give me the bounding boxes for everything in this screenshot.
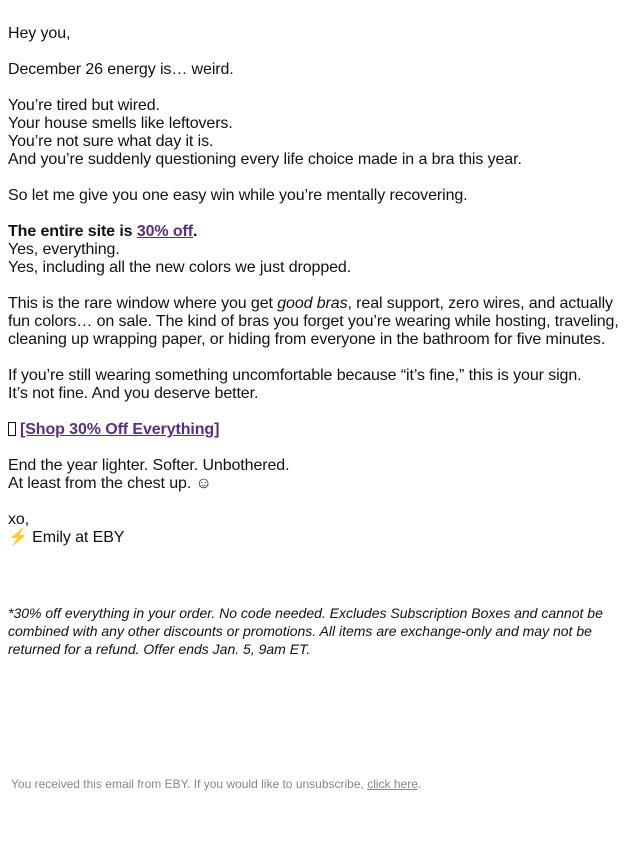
feeling-line: Your house smells like leftovers. [8, 115, 233, 132]
window-paragraph [8, 295, 628, 349]
box-icon [8, 422, 16, 436]
shop-cta-link[interactable]: [Shop 30% Off Everything] [20, 421, 220, 438]
email-body [8, 25, 628, 565]
sale-line: Yes, everything. [8, 241, 120, 258]
closing-paragraph [8, 457, 628, 493]
sign-line: If you’re still wearing something uncomfortable because “it’s fine,” this is your sign. [8, 367, 582, 384]
unsubscribe-link[interactable]: click here [367, 777, 418, 791]
signoff-xo: xo, [8, 511, 30, 528]
disclaimer: *30% off everything in your order. No code needed. Excludes Subscription Boxes and cannot be combined with any other discounts or promotions. All items are exchange-only and may not be returned for a refund. Offer ends Jan. 5, 9am ET. [8, 605, 603, 657]
sale-paragraph [8, 223, 628, 277]
footer-text: You received this email from EBY. If you would like to unsubscribe, [11, 777, 368, 791]
feeling-line: You’re not sure what day it is. [8, 133, 214, 150]
sale-trail: . [193, 223, 198, 240]
signoff-name: Emily at EBY [27, 529, 125, 546]
signoff-name-line [8, 529, 628, 547]
feeling-line: You’re tired but wired. [8, 97, 160, 114]
easy-win-line: So let me give you one easy win while you’re mentally recovering. [8, 187, 468, 204]
intro-line: December 26 energy is… weird. [8, 61, 234, 78]
feeling-line: And you’re suddenly questioning every life choice made in a bra this year. [8, 151, 522, 168]
footer-end: . [417, 777, 422, 791]
sale-line: Yes, including all the new colors we just dropped. [8, 259, 352, 276]
cta-paragraph [8, 421, 628, 439]
closing-line: At least from the chest up. ☺ [8, 475, 212, 492]
sale-headline [8, 223, 628, 241]
window-text: , real support, zero wires, and actually fun colors… on sale. The kind of bras you forget you’re wearing while hosting, traveling, cleaning up wrapping paper, or hiding from everyone in the bathroom for five minutes. [8, 295, 619, 348]
window-emphasis: good bras [277, 295, 348, 312]
sign-paragraph [8, 367, 628, 403]
sale-lead: The entire site is [8, 223, 137, 240]
signoff [8, 511, 628, 547]
footer [11, 776, 631, 792]
greeting: Hey you, [8, 25, 71, 42]
window-text: This is the rare window where you get [8, 295, 278, 312]
bolt-icon: ⚡ [8, 529, 28, 546]
sign-line: It’s not fine. And you deserve better. [8, 385, 259, 402]
closing-line: End the year lighter. Softer. Unbothered. [8, 457, 290, 474]
sale-link[interactable]: 30% off [136, 223, 194, 240]
feelings-paragraph [8, 97, 628, 169]
